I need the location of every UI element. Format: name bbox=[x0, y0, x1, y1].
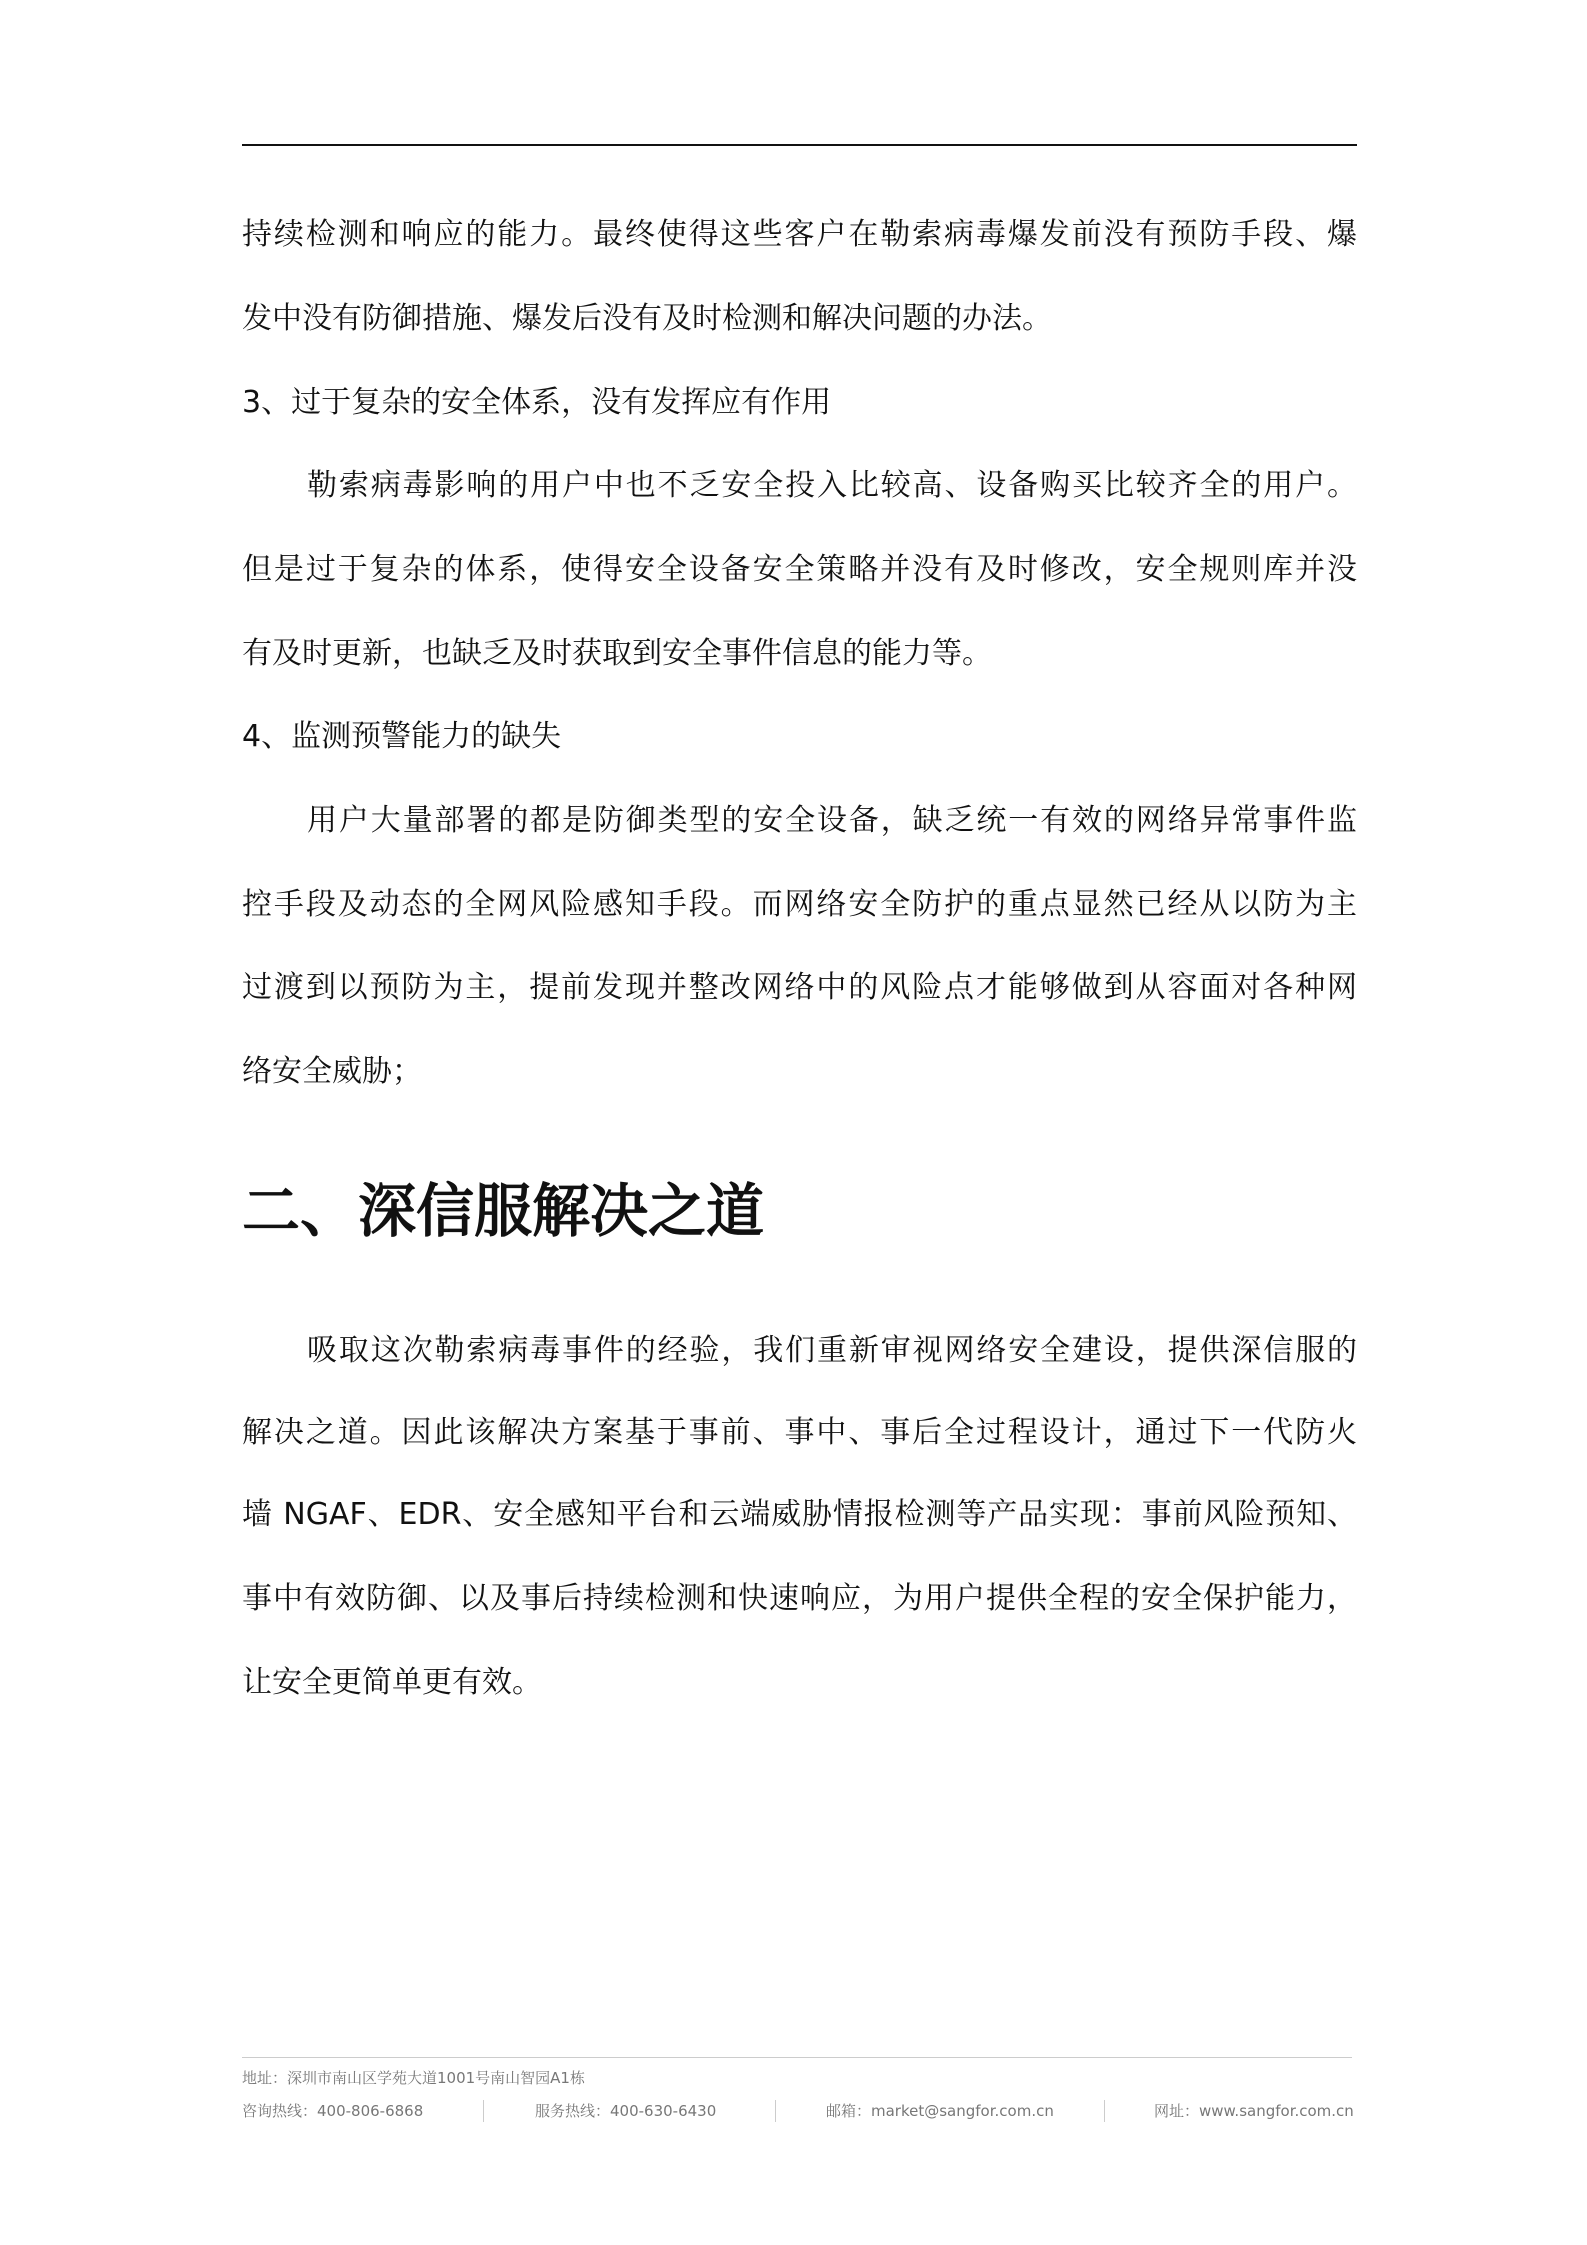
footer-address: 地址：深圳市南山区学苑大道1001号南山智园A1栋 bbox=[242, 2069, 585, 2087]
footer-email: 邮箱：market@sangfor.com.cn bbox=[826, 2102, 1054, 2120]
body-line: 事中有效防御、以及事后持续检测和快速响应，为用户提供全程的安全保护能力， bbox=[242, 1581, 1357, 1616]
body-line: 吸取这次勒索病毒事件的经验，我们重新审视网络安全建设，提供深信服的 bbox=[307, 1333, 1357, 1368]
body-line: 墙 NGAF、EDR、安全感知平台和云端威胁情报检测等产品实现：事前风险预知、 bbox=[242, 1497, 1357, 1532]
subheading-3: 3、过于复杂的安全体系，没有发挥应有作用 bbox=[242, 385, 832, 420]
body-line: 让安全更简单更有效。 bbox=[242, 1665, 542, 1700]
header-rule bbox=[242, 144, 1357, 146]
footer-separator bbox=[775, 2100, 776, 2122]
footer-website: 网址：www.sangfor.com.cn bbox=[1154, 2102, 1354, 2120]
subheading-4: 4、监测预警能力的缺失 bbox=[242, 719, 562, 754]
footer-separator bbox=[483, 2100, 484, 2122]
body-line: 络安全威胁； bbox=[242, 1054, 422, 1089]
body-line: 发中没有防御措施、爆发后没有及时检测和解决问题的办法。 bbox=[242, 301, 1052, 336]
body-line: 勒索病毒影响的用户中也不乏安全投入比较高、设备购买比较齐全的用户。 bbox=[307, 468, 1357, 503]
body-line: 持续检测和响应的能力。最终使得这些客户在勒索病毒爆发前没有预防手段、爆 bbox=[242, 217, 1357, 252]
footer-rule bbox=[242, 2057, 1352, 2058]
body-line: 解决之道。因此该解决方案基于事前、事中、事后全过程设计，通过下一代防火 bbox=[242, 1415, 1357, 1450]
footer-service-hotline: 服务热线：400-630-6430 bbox=[535, 2102, 717, 2120]
footer-separator bbox=[1104, 2100, 1105, 2122]
section-heading: 二、深信服解决之道 bbox=[242, 1177, 765, 1245]
body-line: 过渡到以预防为主，提前发现并整改网络中的风险点才能够做到从容面对各种网 bbox=[242, 970, 1357, 1005]
body-line: 但是过于复杂的体系，使得安全设备安全策略并没有及时修改，安全规则库并没 bbox=[242, 552, 1357, 587]
body-line: 控手段及动态的全网风险感知手段。而网络安全防护的重点显然已经从以防为主 bbox=[242, 887, 1357, 922]
footer-consult-hotline: 咨询热线：400-806-6868 bbox=[242, 2102, 424, 2120]
body-line: 有及时更新，也缺乏及时获取到安全事件信息的能力等。 bbox=[242, 636, 992, 671]
body-line: 用户大量部署的都是防御类型的安全设备，缺乏统一有效的网络异常事件监 bbox=[307, 803, 1357, 838]
